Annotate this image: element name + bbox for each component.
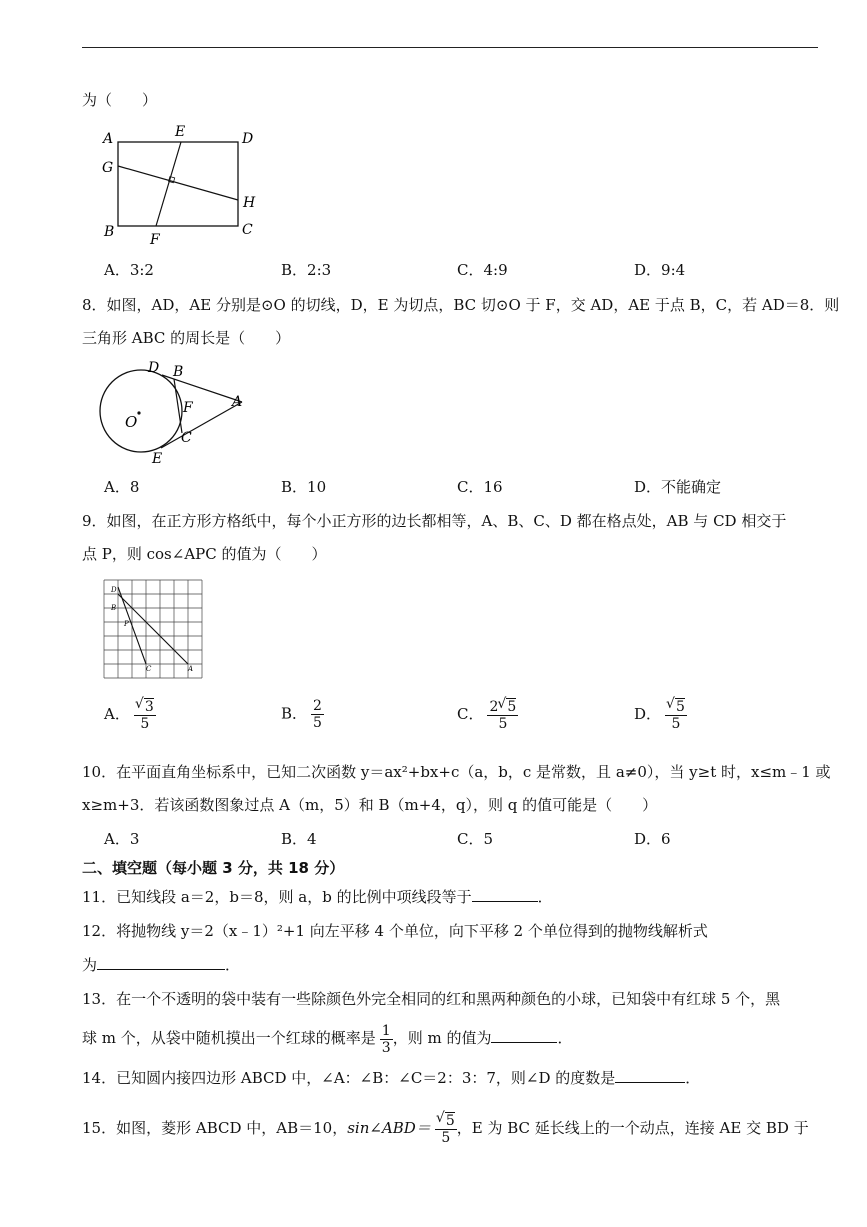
- q7-label-f: F: [150, 232, 160, 248]
- q9-label-b: B: [111, 604, 117, 612]
- q9-choice-d-numerator: √ 5: [675, 698, 685, 715]
- q12-stem-line1: 12．将抛物线 y＝2（x﹣1）²+1 向左平移 4 个单位，向下平移 2 个单位得到的抛物线解析式: [82, 922, 708, 940]
- q15-denominator: 5: [441, 1130, 451, 1146]
- header-rule: [82, 47, 818, 48]
- section-heading-fill-in: 二、填空题（每小题 3 分，共 18 分）: [82, 859, 345, 877]
- q9-choice-b-numerator: 2: [313, 698, 322, 714]
- q7-label-a: A: [103, 131, 114, 147]
- q11-stem: [82, 887, 553, 907]
- q15-stem: [82, 1106, 809, 1150]
- q9-choice-c-fraction: [487, 698, 518, 732]
- q10-choice-c[interactable]: C．5: [457, 830, 494, 848]
- q8-label-e: E: [152, 451, 163, 467]
- q15-numerator: √ 5: [445, 1112, 455, 1129]
- q8-stem-line1: 8．如图，AD，AE 分别是⊙O 的切线，D，E 为切点，BC 切⊙O 于 F，交 AD，AE 于点 B，C，若 AD＝8．则: [82, 296, 840, 314]
- q9-choice-b[interactable]: [281, 698, 324, 731]
- q7-label-b: B: [104, 224, 115, 240]
- q7-choice-c[interactable]: C．4:9: [457, 261, 508, 279]
- q8-circle-tangent-figure: [95, 355, 255, 470]
- q13-answer-blank[interactable]: [491, 1028, 557, 1043]
- q14-stem: [82, 1068, 700, 1088]
- q12-stem-line2: [82, 955, 240, 975]
- q9-choice-c[interactable]: [457, 698, 518, 732]
- q8-label-b: B: [173, 364, 184, 380]
- q11-text: 11．已知线段 a＝2，b＝8，则 a，b 的比例中项线段等于: [82, 888, 472, 906]
- q13-denominator: 3: [381, 1039, 391, 1056]
- q9-label-d: D: [111, 586, 117, 594]
- q14-text: 14．已知圆内接四边形 ABCD 中，∠A：∠B：∠C＝2：3：7，则∠D 的度数是: [82, 1069, 616, 1087]
- q10-choice-b[interactable]: B．4: [281, 830, 317, 848]
- q9-choice-b-denominator: 5: [313, 715, 322, 731]
- q9-label-c: C: [146, 665, 152, 673]
- q10-stem-line1: 10．在平面直角坐标系中，已知二次函数 y＝ax²+bx+c（a，b，c 是常数，且 a≠0），当 y≥t 时，x≤m﹣1 或: [82, 763, 831, 781]
- q7-choice-a[interactable]: A．3:2: [104, 261, 154, 279]
- q15-sin-expression: sin∠ABD＝: [347, 1119, 431, 1137]
- q8-label-a: A: [232, 394, 243, 410]
- q10-choice-d[interactable]: D．6: [634, 830, 671, 848]
- q14-end: ．: [685, 1069, 701, 1087]
- q15-text: 15．如图，菱形 ABCD 中，AB＝10，: [82, 1119, 348, 1137]
- q11-answer-blank[interactable]: [472, 887, 538, 902]
- q10-stem-line2: x≥m+3．若该函数图象过点 A（m，5）和 B（m+4，q），则 q 的值可能是（ ）: [82, 796, 658, 814]
- q7-continuation: 为（ ）: [82, 91, 158, 109]
- q10-choice-a[interactable]: A．3: [104, 830, 140, 848]
- q9-choice-d-label: D．: [634, 705, 662, 723]
- q8-label-o: O: [125, 413, 138, 431]
- q9-choice-d[interactable]: [634, 698, 687, 732]
- q7-label-g: G: [102, 160, 114, 176]
- q9-label-p: P: [124, 620, 129, 628]
- q8-label-d: D: [148, 360, 160, 376]
- q8-stem-line2: 三角形 ABC 的周长是（ ）: [82, 329, 291, 347]
- q7-label-h: H: [243, 195, 256, 211]
- q9-choice-c-numerator: √ 5: [506, 698, 516, 715]
- q9-label-a: A: [188, 665, 194, 673]
- q8-choice-b[interactable]: B．10: [281, 478, 327, 496]
- q8-choice-c[interactable]: C．16: [457, 478, 503, 496]
- q9-choice-a-fraction: [134, 698, 156, 732]
- q9-choice-b-fraction: [311, 698, 324, 731]
- q13-stem-line1: 13．在一个不透明的袋中装有一些除颜色外完全相同的红和黑两种颜色的小球，已知袋中有红球 5 个，黑: [82, 990, 781, 1008]
- q7-choice-d[interactable]: D．9:4: [634, 261, 686, 279]
- q9-stem-line2: 点 P，则 cos∠APC 的值为（ ）: [82, 545, 327, 563]
- q9-grid-figure: [100, 576, 210, 682]
- q7-choice-b[interactable]: B．2:3: [281, 261, 332, 279]
- q9-choice-a-denominator: 5: [140, 716, 150, 732]
- q13-numerator: 1: [381, 1022, 391, 1039]
- q15-fraction: [435, 1112, 457, 1146]
- q9-choice-a-label: A．: [104, 705, 130, 723]
- q9-choice-b-label: B．: [281, 704, 308, 723]
- q13-probability-fraction: [380, 1023, 393, 1056]
- q12-text: 为: [82, 956, 98, 974]
- q7-label-d: D: [242, 131, 254, 147]
- q9-choice-d-denominator: 5: [671, 716, 681, 732]
- q13-stem-line2: [82, 1018, 572, 1058]
- q7-label-c: C: [242, 222, 253, 238]
- q9-choice-c-coefficient: 2: [489, 699, 499, 715]
- q9-choice-c-label: C．: [457, 705, 484, 723]
- q8-label-f: F: [183, 400, 193, 416]
- q7-label-e: E: [175, 124, 186, 140]
- q9-choice-a[interactable]: [104, 698, 156, 732]
- q8-label-c: C: [181, 430, 192, 446]
- q13-text-2: ，则 m 的值为: [392, 1029, 492, 1047]
- q9-choice-c-denominator: 5: [498, 716, 508, 732]
- q15-text-2: ，E 为 BC 延长线上的一个动点，连接 AE 交 BD 于: [456, 1119, 809, 1137]
- q7-rectangle-figure: [95, 120, 265, 250]
- q9-choice-d-fraction: [665, 698, 687, 732]
- q12-answer-blank[interactable]: [97, 955, 225, 970]
- q9-choice-a-numerator: √ 3: [144, 698, 154, 715]
- q8-choice-a[interactable]: A．8: [104, 478, 140, 496]
- q12-end: ．: [225, 956, 241, 974]
- q13-text: 球 m 个，从袋中随机摸出一个红球的概率是: [82, 1029, 376, 1047]
- q13-end: ．: [557, 1029, 573, 1047]
- q8-choice-d[interactable]: D．不能确定: [634, 478, 722, 496]
- q14-answer-blank[interactable]: [615, 1068, 685, 1083]
- q9-stem-line1: 9．如图，在正方形方格纸中，每个小正方形的边长都相等，A、B、C、D 都在格点处，AB 与 CD 相交于: [82, 512, 787, 530]
- q11-end: ．: [537, 888, 553, 906]
